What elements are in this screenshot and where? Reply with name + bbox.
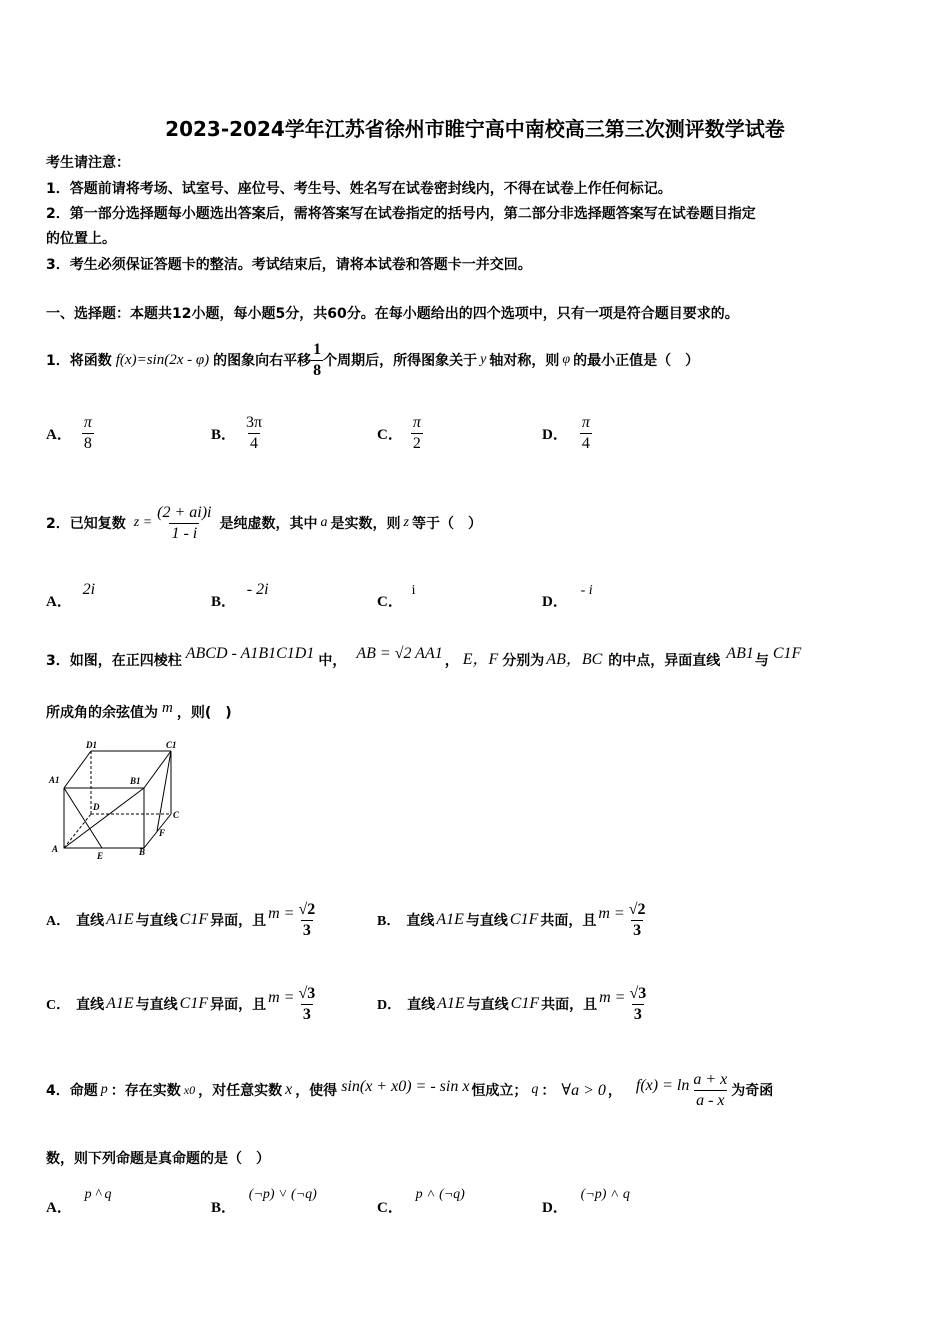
option-label: C． xyxy=(377,426,403,443)
q4-equation: sin(x + x0) = - sin x xyxy=(341,1078,470,1095)
q4-option-c[interactable] xyxy=(377,1182,465,1216)
q1-option-a[interactable] xyxy=(46,408,94,458)
option-a1e: A1E xyxy=(106,995,134,1012)
label-d1: D1 xyxy=(86,740,97,750)
option-label: B． xyxy=(211,426,237,443)
frac-num: 3π xyxy=(246,413,263,431)
option-with: 与直线 xyxy=(465,913,508,929)
option-value: (¬p) ˄ q xyxy=(580,1187,630,1202)
option-label: A． xyxy=(46,426,72,443)
option-pre: 直线 xyxy=(76,913,105,929)
option-frac xyxy=(296,985,317,1024)
q4-colon2: ： xyxy=(541,1083,556,1099)
frac-num: √3 xyxy=(298,984,316,1002)
q1-frac-num: 1 xyxy=(313,340,322,358)
option-a1e: A1E xyxy=(436,911,464,928)
q1-var-phi: φ xyxy=(562,352,571,367)
label-e: E xyxy=(97,851,104,861)
q1-option-d-frac xyxy=(580,414,592,453)
q3-line2-prefix: 所成角的余弦值为 xyxy=(46,705,158,721)
question-4-line-1 xyxy=(46,1062,773,1118)
q3-mid4: 与 xyxy=(754,653,769,669)
q3-option-a[interactable] xyxy=(46,893,317,947)
label-c: C xyxy=(173,810,180,820)
option-rel: 共面，且 xyxy=(541,997,598,1013)
frac-num: √2 xyxy=(628,900,646,918)
option-c1f: C1F xyxy=(179,995,209,1012)
question-4-line-2: 数，则下列命题是真命题的是（ ） xyxy=(46,1151,270,1167)
q4-x0: x0 xyxy=(183,1082,196,1097)
frac-den: 3 xyxy=(633,921,642,939)
q1-fraction xyxy=(311,341,323,380)
option-with: 与直线 xyxy=(135,913,178,929)
option-label: C． xyxy=(377,594,403,610)
q2-option-a[interactable] xyxy=(46,578,95,608)
q2-var-a: a xyxy=(320,515,328,530)
option-frac xyxy=(627,985,648,1024)
option-label: D． xyxy=(542,1200,568,1216)
q1-mid: 的图象向右平移 xyxy=(213,353,312,369)
option-label: B． xyxy=(211,594,237,610)
option-value: i xyxy=(411,583,416,598)
q2-frac-den: 1 - i xyxy=(171,524,198,542)
option-pre: 直线 xyxy=(407,997,436,1013)
label-a: A xyxy=(52,844,59,854)
q2-option-d[interactable] xyxy=(542,578,593,608)
frac-den: 3 xyxy=(633,1005,642,1023)
notice-item-3: 3．考生必须保证答题卡的整洁。考试结束后，请将本试卷和答题卡一并交回。 xyxy=(46,257,532,273)
q4-q: q xyxy=(531,1082,539,1097)
label-c1: C1 xyxy=(166,740,177,750)
q3-prism: ABCD - A1B1C1D1 xyxy=(185,645,315,662)
frac-den: 8 xyxy=(83,434,92,452)
q4-comma: ， xyxy=(607,1083,622,1099)
option-pre: 直线 xyxy=(76,997,105,1013)
option-value: - 2i xyxy=(246,581,269,598)
option-c1f: C1F xyxy=(510,995,540,1012)
q2-fraction xyxy=(155,504,213,543)
option-m: m = xyxy=(268,989,295,1006)
line-ab1 xyxy=(64,788,144,848)
q4-mid3: 恒成立； xyxy=(471,1083,528,1099)
frac-den: 3 xyxy=(302,921,311,939)
q3-var-m: m xyxy=(162,699,173,716)
q1-option-b-frac xyxy=(244,414,264,453)
section-header: 一、选择题：本题共12小题，每小题5分，共60分。在每小题给出的四个选项中，只有一项是符合题目要求的。 xyxy=(46,306,739,322)
frac-den: 4 xyxy=(250,434,259,452)
q4-option-d[interactable] xyxy=(542,1182,630,1216)
q4-mid2: ，使得 xyxy=(295,1083,338,1099)
option-a1e: A1E xyxy=(437,995,465,1012)
label-d: D xyxy=(93,802,100,812)
q4-colon: ：存在实数 xyxy=(110,1083,181,1099)
q2-z-eq: z = xyxy=(133,515,153,530)
frac-den: 4 xyxy=(581,434,590,452)
option-label: D． xyxy=(542,594,568,610)
option-label: B． xyxy=(377,914,401,929)
line-c1f xyxy=(157,751,171,831)
q1-mid3: 轴对称，则 xyxy=(489,353,560,369)
q3-ab1: AB1 xyxy=(726,645,754,662)
q4-p: p xyxy=(100,1082,108,1097)
notice-item-1: 1．答题前请将考场、试室号、座位号、考生号、姓名写在试卷密封线内，不得在试卷上作任何标记。 xyxy=(46,181,672,197)
option-a1e: A1E xyxy=(106,911,134,928)
notice-heading: 考生请注意： xyxy=(46,155,130,171)
q3-comma: ， xyxy=(444,653,459,669)
option-label: C． xyxy=(377,1200,403,1216)
q1-option-c[interactable] xyxy=(377,408,423,458)
q4-option-b[interactable] xyxy=(211,1182,317,1216)
q4-fx: f(x) = ln xyxy=(635,1077,690,1094)
q3-mid3: 的中点，异面直线 xyxy=(608,653,721,669)
q2-suffix: 等于（ ） xyxy=(411,516,482,532)
option-value: p ^ q xyxy=(84,1187,112,1202)
q3-ab-bc: AB，BC xyxy=(546,650,603,668)
q1-option-b[interactable] xyxy=(211,408,264,458)
q2-prefix: 2．已知复数 xyxy=(46,516,126,532)
q3-c1f: C1F xyxy=(772,645,802,662)
line-a1e xyxy=(64,788,102,848)
option-m: m = xyxy=(599,989,626,1006)
q1-frac-den: 8 xyxy=(313,361,322,379)
option-with: 与直线 xyxy=(466,997,509,1013)
q3-option-c[interactable] xyxy=(46,977,317,1031)
option-pre: 直线 xyxy=(406,913,435,929)
frac-den: 3 xyxy=(302,1005,311,1023)
q3-prefix: 3．如图，在正四棱柱 xyxy=(46,653,182,669)
option-rel: 共面，且 xyxy=(540,913,597,929)
q2-var-z: z xyxy=(403,515,409,530)
option-label: A． xyxy=(46,1200,72,1216)
option-frac xyxy=(627,901,648,940)
q2-option-b[interactable] xyxy=(211,578,269,608)
question-3-line-2 xyxy=(46,698,232,726)
q3-mid: 中， xyxy=(318,653,347,669)
edge-a1-d1 xyxy=(64,751,91,788)
option-m: m = xyxy=(268,905,295,922)
q4-forall: ∀a > 0 xyxy=(561,1082,606,1099)
q4-frac-num: a + x xyxy=(693,1070,728,1088)
q2-mid2: 是实数，则 xyxy=(330,516,401,532)
q4-fraction xyxy=(691,1071,729,1110)
q3-ef: E，F xyxy=(462,650,499,668)
q2-option-c[interactable] xyxy=(377,578,416,608)
label-a1: A1 xyxy=(49,775,60,785)
option-label: A． xyxy=(46,594,72,610)
label-f: F xyxy=(159,828,166,838)
q4-option-a[interactable] xyxy=(46,1182,112,1216)
option-value: - i xyxy=(580,583,593,598)
q1-mid2: 个周期后，所得图象关于 xyxy=(323,353,478,369)
option-label: D． xyxy=(542,426,568,443)
q4-x: x xyxy=(285,1081,293,1098)
option-value: p ˄ (¬q) xyxy=(415,1187,465,1202)
q3-condition: AB = √2 AA1 xyxy=(356,645,443,662)
q1-suffix: 的最小正值是（ ） xyxy=(573,353,700,369)
question-1 xyxy=(46,330,699,390)
frac-num: π xyxy=(412,413,421,431)
q1-prefix: 1．将函数 xyxy=(46,353,112,369)
prism-figure xyxy=(46,738,196,863)
option-value: (¬p) ˅ (¬q) xyxy=(248,1187,317,1202)
q2-mid: 是纯虚数，其中 xyxy=(219,516,318,532)
frac-num: π xyxy=(581,413,590,431)
option-frac xyxy=(296,901,317,940)
label-b1: B1 xyxy=(130,776,141,786)
option-with: 与直线 xyxy=(135,997,178,1013)
q4-prefix: 4．命题 xyxy=(46,1083,98,1099)
option-value: 2i xyxy=(82,581,96,598)
question-3-line-1 xyxy=(46,640,801,680)
option-label: D． xyxy=(377,998,402,1013)
page-title: 2023-2024学年江苏省徐州市睢宁高中南校高三第三次测评数学试卷 xyxy=(165,117,785,141)
option-label: A． xyxy=(46,914,71,929)
question-2 xyxy=(46,493,482,553)
notice-item-2: 2．第一部分选择题每小题选出答案后，需将答案写在试卷指定的括号内，第二部分非选择题答案写在试卷题目指定 xyxy=(46,206,756,222)
option-m: m = xyxy=(598,905,625,922)
q3-mid2: 分别为 xyxy=(502,653,545,669)
q4-mid: ，对任意实数 xyxy=(198,1083,283,1099)
q3-option-b[interactable] xyxy=(377,893,647,947)
q4-suffix: 为奇函 xyxy=(731,1083,774,1099)
label-b: B xyxy=(139,847,146,857)
q2-frac-num: (2 + ai)i xyxy=(157,503,212,521)
option-c1f: C1F xyxy=(179,911,209,928)
q3-line2-suffix: ，则( ) xyxy=(176,705,232,721)
q1-option-a-frac xyxy=(82,414,94,453)
frac-num: π xyxy=(83,413,92,431)
frac-num: √2 xyxy=(298,900,316,918)
option-label: C． xyxy=(46,998,71,1013)
notice-item-2-cont: 的位置上。 xyxy=(46,231,116,247)
q1-option-d[interactable] xyxy=(542,408,592,458)
option-c1f: C1F xyxy=(509,911,539,928)
q3-option-d[interactable] xyxy=(377,977,648,1031)
option-rel: 异面，且 xyxy=(210,913,267,929)
edge-b1-c1 xyxy=(144,751,171,788)
q4-frac-den: a - x xyxy=(696,1091,725,1109)
frac-num: √3 xyxy=(629,984,647,1002)
q1-function: f(x)=sin(2x - φ) xyxy=(115,351,210,368)
option-label: B． xyxy=(211,1200,237,1216)
option-rel: 异面，且 xyxy=(210,997,267,1013)
q1-var-y: y xyxy=(480,352,487,367)
q1-option-c-frac xyxy=(411,414,423,453)
frac-den: 2 xyxy=(412,434,421,452)
